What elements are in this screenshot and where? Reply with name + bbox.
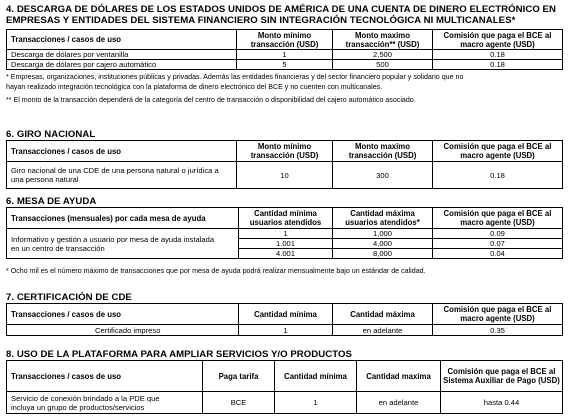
cell: 5	[237, 60, 333, 70]
cell: 0.07	[433, 239, 563, 249]
cell: 2,500	[333, 50, 433, 60]
col-header: Cantidad máxima usuarios atendidos*	[333, 208, 433, 229]
cell: 0.35	[433, 325, 563, 336]
table-section-7	[6, 303, 563, 336]
table-section-6	[6, 140, 563, 189]
col-header: Transacciones / casos de uso	[7, 304, 239, 325]
col-header: Monto maximo transacción** (USD)	[333, 30, 433, 50]
cell: BCE	[203, 392, 275, 414]
col-header: Transacciones (mensuales) por cada mesa de ayuda	[7, 208, 239, 229]
col-header: Cantidad mínima	[275, 361, 357, 392]
section-8-title: 8. USO DE LA PLATAFORMA PARA AMPLIAR SERVICIOS Y/O PRODUCTOS	[6, 349, 352, 360]
col-header: Monto maximo transacción (USD)	[333, 141, 433, 162]
col-header: Transacciones / casos de uso	[7, 141, 237, 162]
table-row	[7, 392, 563, 414]
cell: 0.18	[433, 60, 563, 70]
col-header: Transacciones / casos de uso	[7, 30, 237, 50]
cell: 0.18	[433, 50, 563, 60]
cell: 1	[275, 392, 357, 414]
section-6-title: 6. GIRO NACIONAL	[6, 129, 96, 140]
cell	[7, 229, 239, 259]
cell: 1	[237, 50, 333, 60]
row-label-line: una persona natural	[11, 175, 79, 184]
footnote: hayan realizado integración tecnológica con la plataforma de dinero electrónico del BCE y no cuenten con multicanales.	[6, 83, 383, 91]
row-label-line: en un centro de transacción	[11, 243, 105, 253]
cell: 1	[239, 325, 333, 336]
col-header: Comisión que paga el BCE al Sistema Auxiliar de Pago (USD)	[441, 361, 563, 392]
section-mesa-title: 6. MESA DE AYUDA	[6, 196, 97, 207]
col-header: Comisión que paga el BCE al macro agente (USD)	[433, 141, 563, 162]
row-label-line: Informativo y gestión a usuario por mesa de ayuda instalada	[11, 234, 215, 244]
section-4-title-line2: EMPRESAS Y ENTIDADES DEL SISTEMA FINANCIERO SIN INTEGRACIÓN TECNOLÓGICA NI MULTICANALES*	[6, 15, 516, 26]
cell: Certificado impreso	[7, 325, 239, 336]
col-header: Comisión que paga el BCE al macro agente (USD)	[433, 30, 563, 50]
cell: 4,000	[333, 239, 433, 249]
section-7-title: 7. CERTIFICACIÓN DE CDE	[6, 292, 132, 303]
cell: 8,000	[333, 249, 433, 259]
col-header: Transacciones / casos de uso	[7, 361, 203, 392]
row-label-line: incluya un grupo de productos/servicios	[11, 402, 145, 412]
col-header: Cantidad maxima	[357, 361, 441, 392]
cell: 10	[237, 162, 333, 189]
col-header: Monto mínimo transacción (USD)	[237, 30, 333, 50]
cell: 0.09	[433, 229, 563, 239]
cell: 1	[239, 229, 333, 239]
cell: 4.001	[239, 249, 333, 259]
cell: hasta 0.44	[441, 392, 563, 414]
table-section-4	[6, 29, 563, 70]
row-label-line: Giro nacional de una CDE de una persona natural o jurídica a	[11, 166, 219, 175]
table-row	[7, 162, 563, 189]
cell: 1,000	[333, 229, 433, 239]
cell: en adelante	[357, 392, 441, 414]
cell: 300	[333, 162, 433, 189]
col-header: Cantidad máxima	[333, 304, 433, 325]
table-row	[7, 50, 563, 60]
col-header: Cantidad mínima	[239, 304, 333, 325]
footnote: ** El monto de la transacción dependerá de la categoría del centro de transacción o disponibilidad del cajero automático asociado.	[6, 96, 416, 104]
col-header: Comisión que paga el BCE al macro agente (USD)	[433, 304, 563, 325]
footnote: * Ocho mil es el número máximo de transacciones que por mesa de ayuda podrá realizar mensualmente bajo un estándar de calidad.	[6, 267, 426, 275]
cell: 0.04	[433, 249, 563, 259]
cell: 1.001	[239, 239, 333, 249]
table-row	[7, 229, 563, 239]
col-header: Paga tarifa	[203, 361, 275, 392]
col-header: Comisión que paga el BCE al macro agente (USD)	[433, 208, 563, 229]
row-label-line: Servicio de conexión brindado a la PDE que	[11, 393, 160, 403]
col-header: Monto mínimo transacción (USD)	[237, 141, 333, 162]
footnote: * Empresas, organizaciones, instituciones públicas y privadas. Además las entidades financieras y del sector financiero popular y solidario que no	[6, 73, 464, 81]
cell	[7, 162, 237, 189]
cell: en adelante	[333, 325, 433, 336]
section-4-title-line1: 4. DESCARGA DE DÓLARES DE LOS ESTADOS UNIDOS DE AMÉRICA DE UNA CUENTA DE DINERO ELECTRÓNICO EN	[6, 4, 556, 15]
cell: Descarga de dólares por ventanilla	[7, 50, 237, 60]
table-section-8	[6, 360, 563, 414]
table-row	[7, 325, 563, 336]
col-header: Cantidad mínima usuarios atendidos	[239, 208, 333, 229]
cell: 0.18	[433, 162, 563, 189]
cell: Descarga de dólares por cajero automático	[7, 60, 237, 70]
cell	[7, 392, 203, 414]
cell: 500	[333, 60, 433, 70]
table-mesa-ayuda	[6, 207, 563, 259]
table-row	[7, 60, 563, 70]
